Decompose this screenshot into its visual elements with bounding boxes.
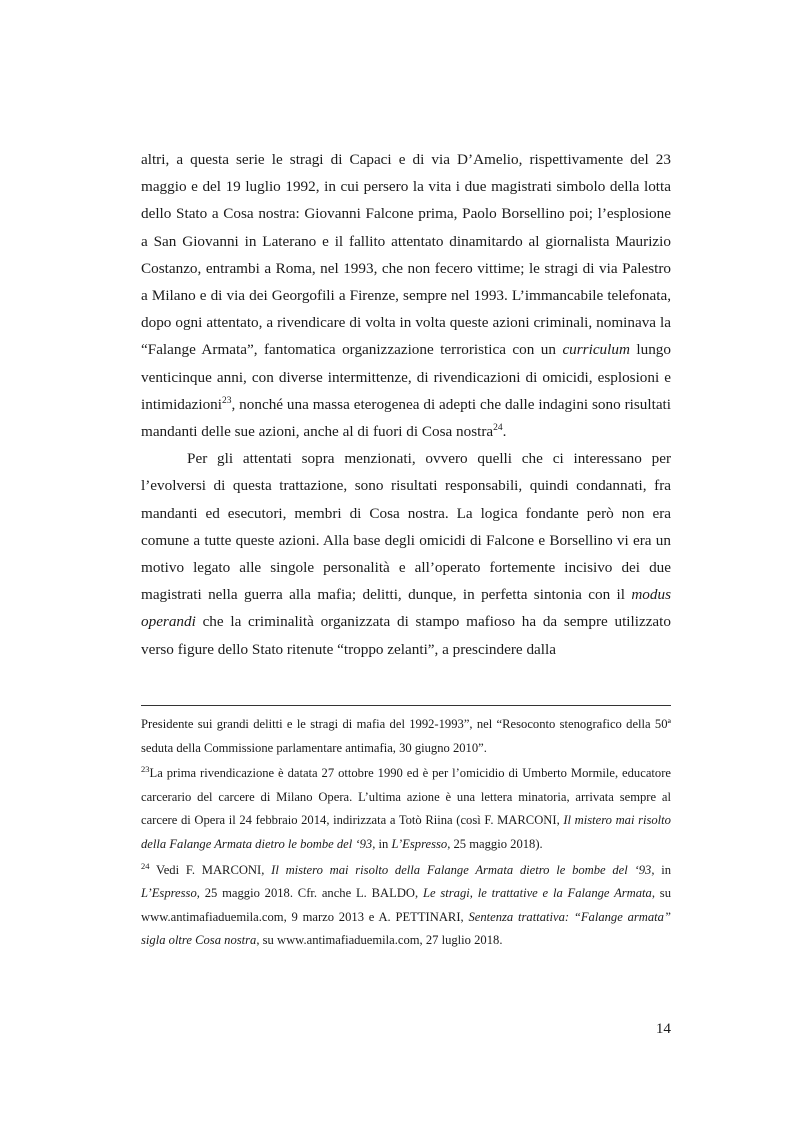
footnote-ref-24[interactable]: 24 — [493, 423, 503, 434]
footnote-23: $^{23}$La prima rivendicazione è datata 27 ottobre 1990 ed è per l’omicidio di Umberto Mormile, educatore carcerario del carcere di Milano Opera. L’ultima azione è una lettera minatoria, arrivata sempre al carcere di Opera il 24 febbraio 2014, indirizzata a Totò Riina (così F. MARCONI, Il mistero mai risolto della Falange Armata dietro le bombe del ‘93, in L’Espresso, 25 maggio 2018). — [141, 764, 671, 851]
footnote-separator — [141, 705, 671, 706]
footnote-ref-23[interactable]: 23 — [222, 395, 232, 406]
footnote-continuation: Presidente sui grandi delitti e le stragi di mafia del 1992-1993”, nel “Resoconto stenografico della 50ª seduta della Commissione parlamentare antimafia, 30 giugno 2010”. — [141, 717, 671, 755]
footnote-mark-24: 24 — [141, 860, 150, 871]
body-text — [141, 146, 671, 663]
footnote-mark-23: 23 — [141, 764, 150, 775]
footnotes — [141, 713, 671, 953]
paragraph-2: Per gli attentati sopra menzionati, ovvero quelli che ci interessano per l’evolversi di questa trattazione, sono risultati responsabili, quindi condannati, fra mandanti ed esecutori, membri di Cosa nostra. La logica fondante però non era comune a tutte queste azioni. Alla base degli omicidi di Falcone e Borsellino vi era un motivo legato alle singole personalità e all’operato fortemente incisivo dei due magistrati nella guerra alla mafia; delitti, dunque, in perfetta sintonia con il modus operandi che la criminalità organizzata di stampo mafioso ha da sempre utilizzato verso figure dello Stato ritenute “troppo zelanti”, a prescindere dalla — [141, 450, 671, 658]
page-number: 14 — [655, 1020, 671, 1037]
paragraph-1: altri, a questa serie le stragi di Capaci e di via D’Amelio, rispettivamente del 23 maggio e del 19 luglio 1992, in cui persero la vita i due magistrati simbolo della lotta dello Stato a Cosa nostra: Giovanni Falcone prima, Paolo Borsellino poi; l’esplosione a San Giovanni in Laterano e il fallito attentato dinamitardo al giornalista Maurizio Costanzo, entrambi a Roma, nel 1993, che non fecero vittime; le stragi di via Palestro a Milano e di via dei Georgofili a Firenze, sempre nel 1993. L’immancabile telefonata, dopo ogni attentato, a rivendicare di volta in volta queste azioni criminali, nominava la “Falange Armata”, fantomatica organizzazione terroristica con un curriculum lungo venticinque anni, con diverse intermittenze, di rivendicazioni di omicidi, esplosioni e intimidazioni$^{23}$, nonché una massa eterogenea di adepti che dalle indagini sono risultati mandanti delle sue azioni, anche al di fuori di Cosa nostra$^{24}$. — [141, 151, 671, 441]
footnote-24: $^{24}$ Vedi F. MARCONI, Il mistero mai risolto della Falange Armata dietro le bombe del ‘93, in L’Espresso, 25 maggio 2018. Cfr. anche L. BALDO, Le stragi, le trattative e la Falange Armata, su www.antimafiaduemila.com, 9 marzo 2013 e A. PETTINARI, Sentenza trattativa: “Falange armata” sigla oltre Cosa nostra, su www.antimafiaduemila.com, 27 luglio 2018. — [141, 860, 672, 948]
